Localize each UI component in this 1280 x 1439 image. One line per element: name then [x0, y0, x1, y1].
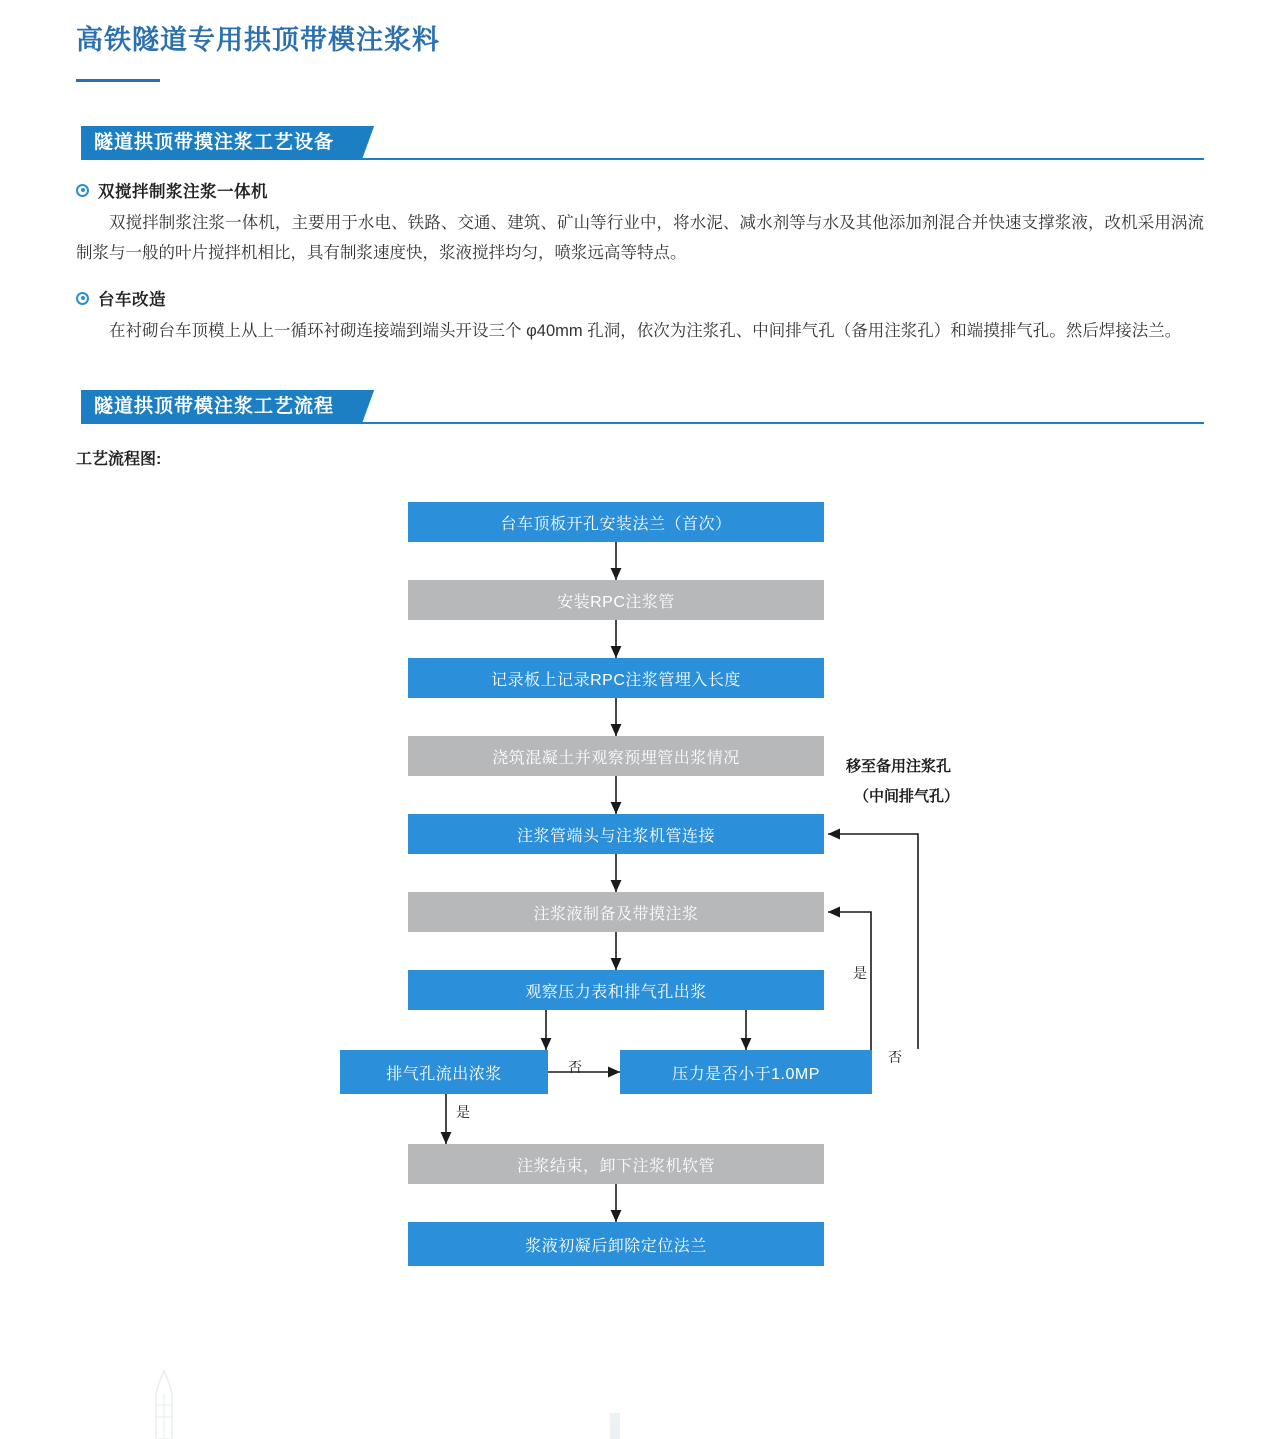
watermark-accent	[610, 1413, 620, 1439]
flowchart-caption: 工艺流程图:	[76, 451, 162, 468]
page-title: 高铁隧道专用拱顶带模注浆料	[76, 25, 440, 55]
flow-node-label: 注浆液制备及带摸注浆	[533, 905, 699, 923]
list-item-label: 双搅拌制浆注浆一体机	[98, 183, 268, 201]
flow-annotation-line2: （中间排气孔）	[854, 788, 960, 805]
list-item-label: 台车改造	[98, 291, 166, 309]
flow-node-label: 台车顶板开孔安装法兰（首次）	[500, 515, 732, 533]
section-heading-label: 隧道拱顶带摸注浆工艺设备	[76, 126, 356, 160]
flow-node-n4	[408, 736, 824, 776]
flow-node-label: 浆液初凝后卸除定位法兰	[525, 1237, 707, 1255]
flow-edge-label-no-1: 否	[568, 1059, 582, 1075]
paragraph-text: 在衬砌台车顶模上从上一循环衬砌连接端到端头开设三个 φ40mm 孔洞，依次为注浆孔、中间排气孔（备用注浆孔）和端摸排气孔。然后焊接法兰。	[109, 322, 1182, 340]
flow-edge-label-yes-2: 是	[853, 965, 867, 981]
flow-node-n11	[408, 1222, 824, 1266]
flow-edge-label-no-2: 否	[888, 1049, 902, 1065]
flow-node-n3	[408, 658, 824, 698]
flow-edge-label-yes-1: 是	[456, 1104, 470, 1120]
section-heading-equipment	[76, 126, 1204, 160]
flow-node-n2	[408, 580, 824, 620]
flow-node-label: 注浆结束，卸下注浆机软管	[516, 1157, 715, 1175]
flow-node-n1	[408, 502, 824, 542]
circle-bullet-icon	[76, 184, 89, 197]
flow-node-label: 观察压力表和排气孔出浆	[525, 983, 707, 1001]
section-heading-process	[76, 390, 1204, 424]
section-heading-label: 隧道拱顶带模注浆工艺流程	[76, 390, 356, 424]
list-item	[76, 178, 1204, 202]
flow-node-label: 浇筑混凝土并观察预埋管出浆情况	[492, 749, 740, 767]
list-item	[76, 286, 1204, 310]
flow-node-label: 压力是否小于1.0MP	[672, 1065, 820, 1083]
flow-node-n5	[408, 814, 824, 854]
flowchart	[76, 487, 1204, 1277]
flow-node-label: 记录板上记录RPC注浆管埋入长度	[491, 671, 741, 689]
title-divider	[76, 79, 160, 82]
building-watermark-icon	[130, 1369, 250, 1439]
flow-node-n10	[408, 1144, 824, 1184]
circle-bullet-icon	[76, 292, 89, 305]
flow-node-label: 排气孔流出浓浆	[386, 1065, 502, 1083]
paragraph-text: 双搅拌制浆注浆一体机，主要用于水电、铁路、交通、建筑、矿山等行业中，将水泥、减水剂等与水及其他添加剂混合并快速支撑浆液，改机采用涡流制浆与一般的叶片搅拌机相比，具有制浆速度快，浆液搅拌均匀，喷浆远高等特点。	[76, 214, 1204, 262]
flow-node-label: 安装RPC注浆管	[557, 593, 675, 611]
flow-node-n9	[620, 1050, 872, 1094]
flow-node-n8	[340, 1050, 548, 1094]
flow-node-label: 注浆管端头与注浆机管连接	[516, 827, 715, 845]
flow-node-n6	[408, 892, 824, 932]
flow-annotation-line1: 移至备用注浆孔	[846, 758, 952, 775]
flow-node-n7	[408, 970, 824, 1010]
